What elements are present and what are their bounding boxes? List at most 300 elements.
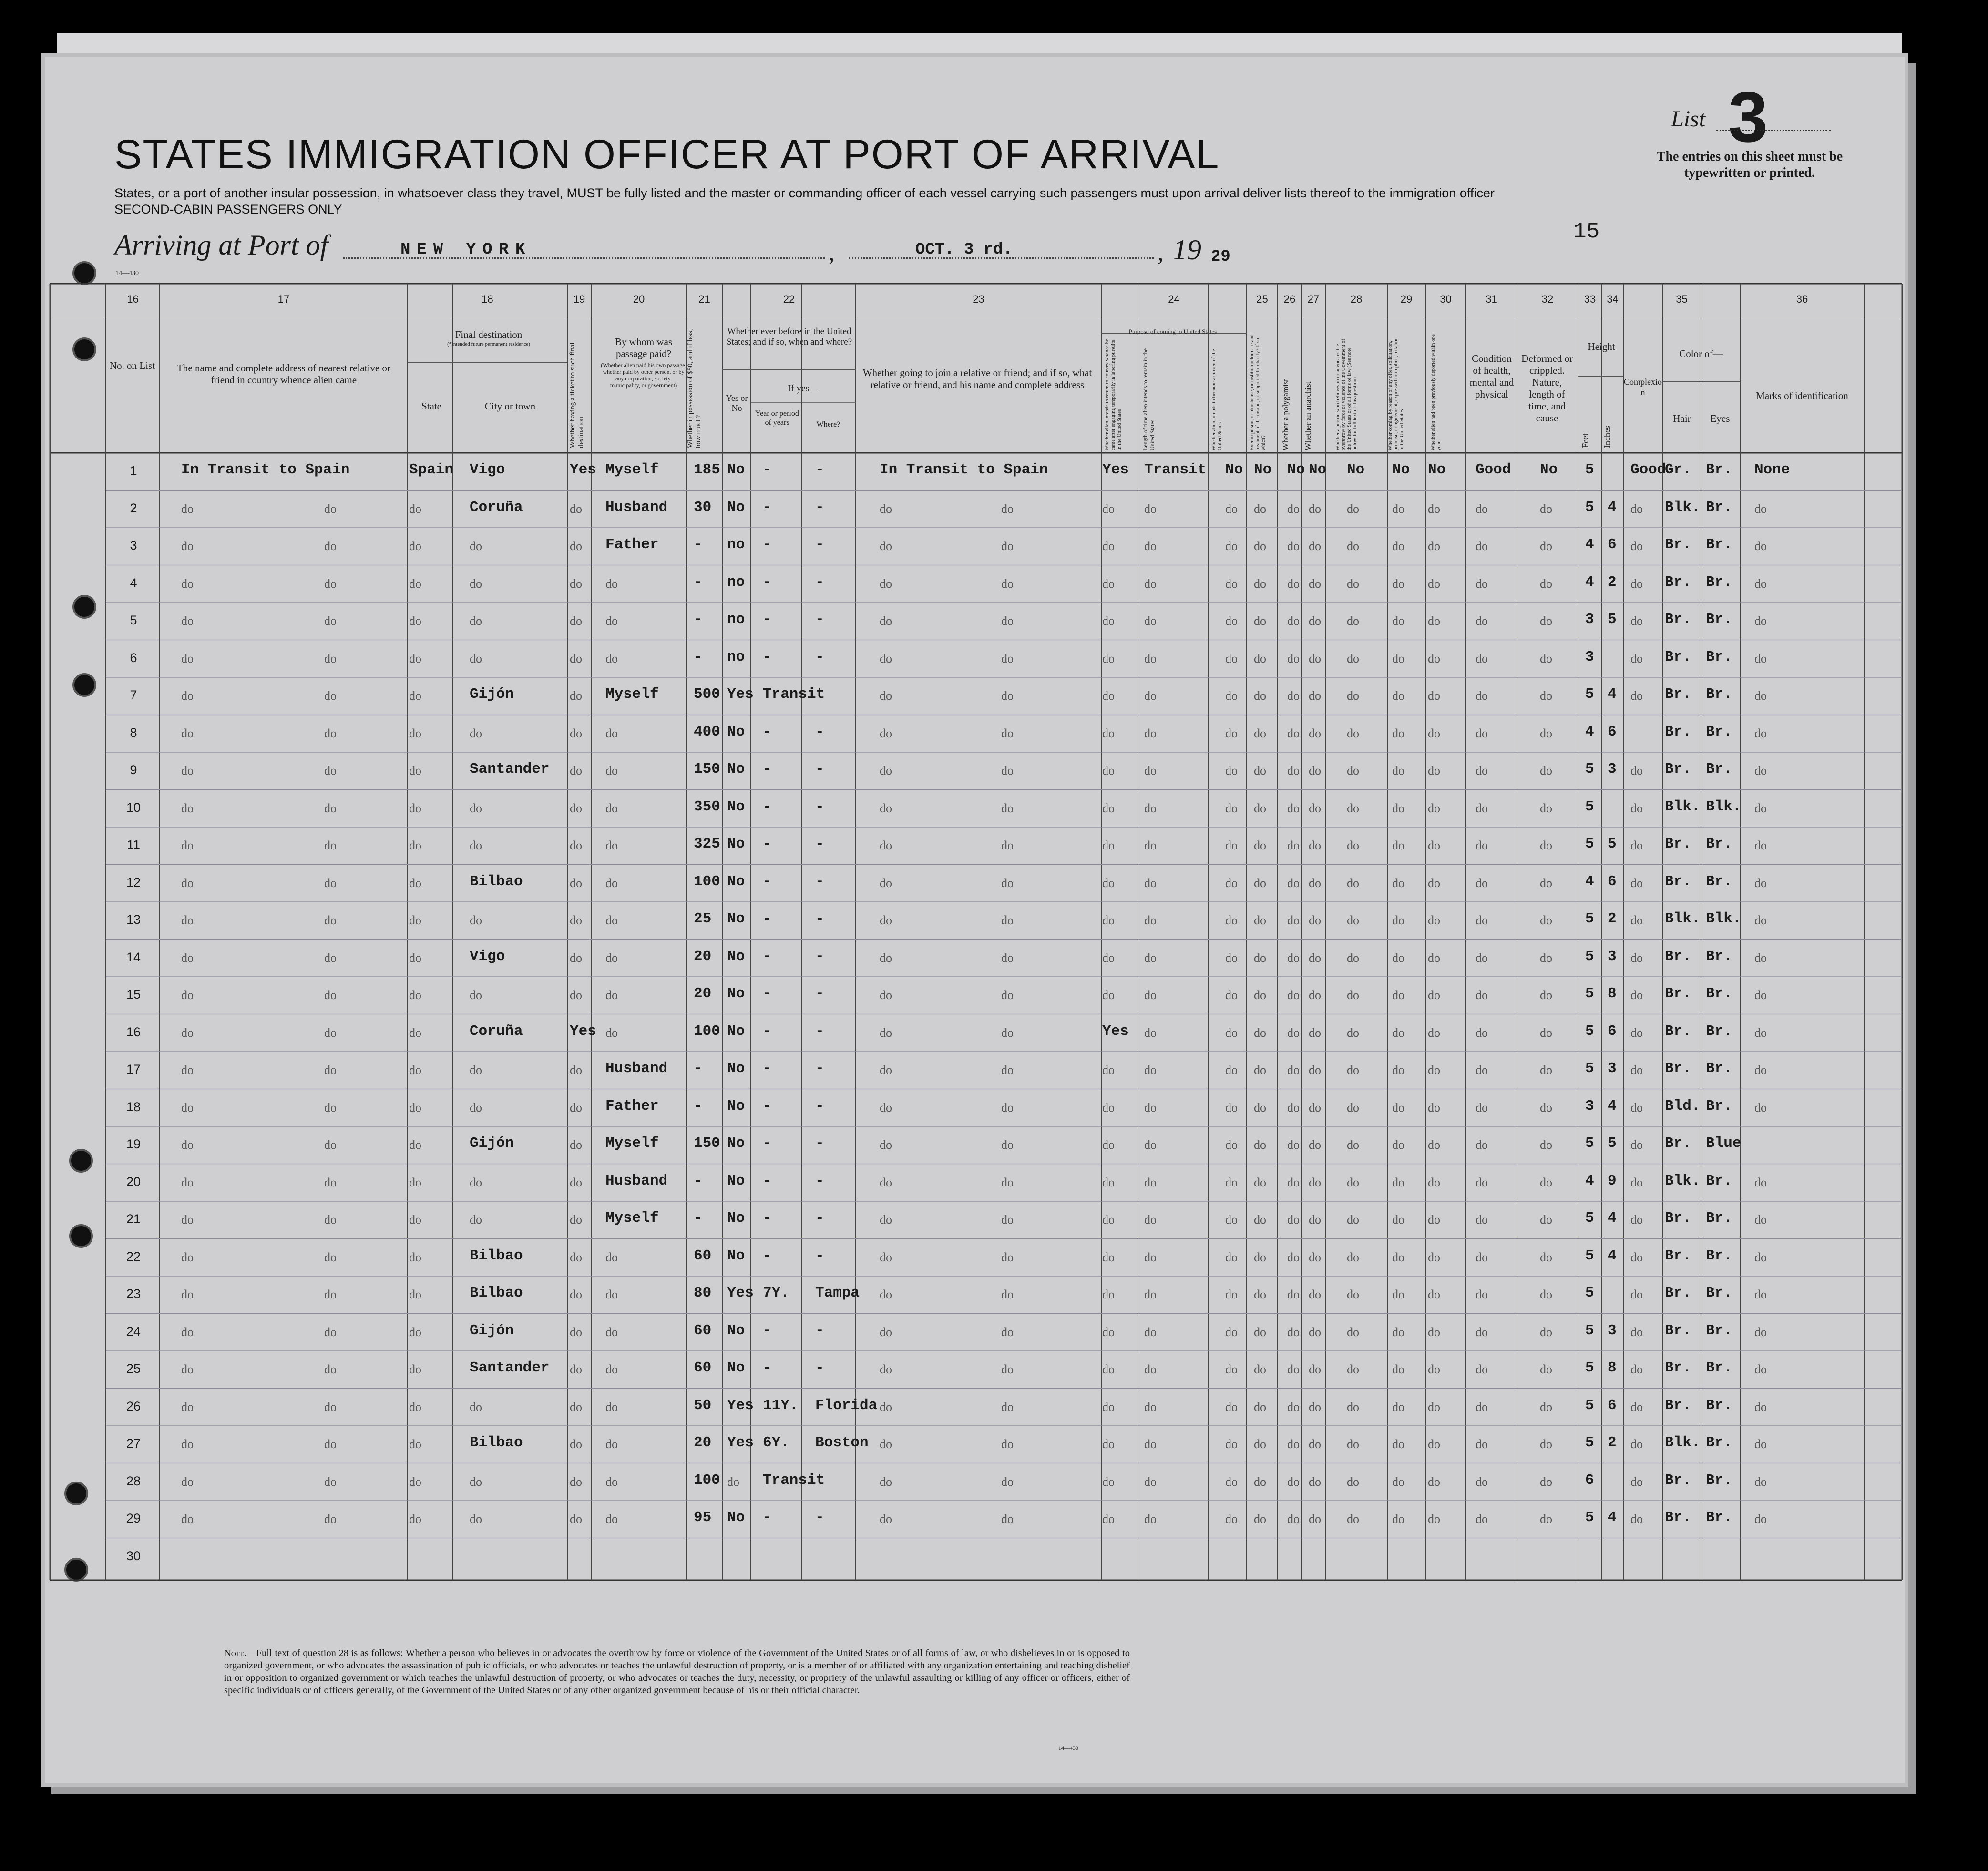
cell-before: No — [727, 910, 745, 927]
cell-comp: do — [1630, 1213, 1643, 1227]
cell-health: do — [1476, 1474, 1488, 1489]
column-number: 23 — [973, 293, 984, 305]
cell-join: do — [1001, 1063, 1014, 1077]
cell-money: 100 — [694, 1022, 720, 1040]
cell-rel: do — [324, 913, 337, 927]
cell-health: do — [1476, 764, 1488, 777]
cell-c25: do — [1254, 1325, 1266, 1339]
row-number: 12 — [126, 875, 141, 889]
cell-ft: 5 — [1585, 1060, 1594, 1077]
cell-join: do — [1001, 1288, 1014, 1301]
cell-c30: do — [1428, 1362, 1440, 1376]
cell-c27: do — [1309, 1474, 1321, 1489]
cell-state: do — [409, 1138, 421, 1152]
cell-where: - — [815, 948, 824, 965]
cell-c30: do — [1428, 764, 1440, 777]
cell-join: do — [1001, 913, 1014, 927]
cell-c29: do — [1392, 764, 1404, 777]
cell-eyes: Br. — [1706, 1322, 1732, 1339]
cell-c26: do — [1287, 1288, 1300, 1301]
cell-rel: do — [324, 764, 337, 777]
cell-ticket: do — [570, 801, 582, 815]
cell-ticket: do — [570, 1437, 582, 1451]
cell-rel: do — [181, 876, 194, 890]
cell-cit: do — [1225, 1512, 1238, 1526]
hdr-join-relative: Whether going to join a relative or friend; and if so, what relative or friend, and his name and complete address — [862, 367, 1092, 390]
cell-ft: 5 — [1585, 1285, 1594, 1301]
cell-cit: do — [1225, 1288, 1238, 1301]
cell-eyes: Br. — [1706, 499, 1732, 516]
cell-join: do — [1001, 1400, 1014, 1414]
cell-city: do — [470, 838, 482, 852]
cell-city: do — [470, 1063, 482, 1077]
cell-before: No — [727, 1360, 745, 1376]
cell-join: do — [1001, 689, 1014, 703]
cell-c25: do — [1254, 651, 1266, 665]
cell-eyes: Br. — [1706, 948, 1732, 965]
cell-marks: do — [1754, 1437, 1767, 1451]
cell-paid: do — [605, 726, 618, 740]
cell-marks: do — [1754, 501, 1767, 516]
cell-join: do — [880, 1325, 892, 1339]
cell-money: - — [694, 1172, 703, 1189]
cell-hair: Br. — [1665, 1360, 1691, 1376]
cell-before: No — [727, 985, 745, 1002]
cell-city: do — [470, 1512, 482, 1526]
column-number: 24 — [1168, 293, 1180, 305]
column-number: 19 — [573, 293, 585, 305]
hdr-final-destination-note: (*Intended future permanent residence) — [447, 341, 530, 347]
cell-health: do — [1476, 1288, 1488, 1301]
cell-c28: do — [1347, 1512, 1359, 1526]
cell-c25: do — [1254, 1138, 1266, 1152]
cell-hair: Br. — [1665, 1285, 1691, 1301]
footnote-label: Note. — [224, 1648, 247, 1658]
cell-ft: 5 — [1585, 1022, 1594, 1040]
cell-ft: 5 — [1585, 1247, 1594, 1264]
cell-city: Vigo — [470, 948, 505, 965]
cell-in: 9 — [1608, 1172, 1617, 1189]
year-suffix: 29 — [1211, 248, 1230, 266]
comma-separator: , — [1158, 239, 1164, 266]
hdr-purpose: Purpose of coming to United States — [1128, 328, 1217, 335]
cell-c29: do — [1392, 838, 1404, 852]
cell-ret: do — [1102, 689, 1115, 703]
cell-hair: Gr. — [1665, 461, 1691, 478]
hdr-if-yes: If yes— — [788, 383, 819, 394]
cell-ret: do — [1102, 539, 1115, 553]
cell-paid: Father — [605, 536, 659, 553]
cell-c26: do — [1287, 951, 1300, 965]
cell-c26: do — [1287, 1362, 1300, 1376]
cell-join: In Transit to Spain — [880, 461, 1048, 478]
cell-ft: 5 — [1585, 798, 1594, 815]
hdr-where: Where? — [816, 420, 840, 429]
cell-state: Spain — [409, 461, 454, 478]
cell-c25: do — [1254, 1250, 1266, 1264]
hdr-relative-address: The name and complete address of nearest relative or friend in country whence alien came — [177, 362, 390, 386]
cell-health: do — [1476, 913, 1488, 927]
cell-c25: do — [1254, 1474, 1266, 1489]
cell-join: do — [1001, 1138, 1014, 1152]
row-number: 6 — [130, 650, 137, 665]
cell-cit: do — [1225, 1362, 1238, 1376]
cell-c27: do — [1309, 689, 1321, 703]
cell-c26: No — [1287, 461, 1305, 478]
cell-deform: do — [1540, 1288, 1552, 1301]
cell-c29: do — [1392, 539, 1404, 553]
cell-join: do — [880, 689, 892, 703]
cell-join: do — [1001, 951, 1014, 965]
cell-join: do — [1001, 1250, 1014, 1264]
cell-join: do — [1001, 1100, 1014, 1114]
cell-ret: Yes — [1102, 1022, 1129, 1040]
cell-eyes: Br. — [1706, 461, 1732, 478]
cell-len: do — [1144, 1400, 1157, 1414]
row-number: 13 — [126, 912, 141, 927]
cell-paid: do — [605, 988, 618, 1002]
cell-money: 20 — [694, 985, 712, 1002]
cell-c27: do — [1309, 951, 1321, 965]
cell-deform: do — [1540, 1063, 1552, 1077]
cell-c25: No — [1254, 461, 1272, 478]
hdr-color-of: Color of— — [1679, 348, 1723, 359]
cell-year: - — [763, 1247, 772, 1264]
cell-money: 60 — [694, 1247, 712, 1264]
cell-health: Good — [1476, 461, 1511, 478]
cell-state: do — [409, 1063, 421, 1077]
column-number: 20 — [633, 293, 645, 305]
cell-c29: do — [1392, 1400, 1404, 1414]
hdr-intends-return: Whether alien intends to return to country whence he came after engaging temporarily in laboring pursuits in the United States — [1104, 339, 1122, 450]
cell-where: - — [815, 648, 824, 665]
cell-state: do — [409, 876, 421, 890]
cell-ret: do — [1102, 1437, 1115, 1451]
cell-c25: do — [1254, 951, 1266, 965]
cell-health: do — [1476, 539, 1488, 553]
cell-c30: No — [1428, 461, 1446, 478]
cell-state: do — [409, 1474, 421, 1489]
cell-where: - — [815, 461, 824, 478]
cell-city: Gijón — [470, 1322, 514, 1339]
cell-eyes: Br. — [1706, 1472, 1732, 1489]
cell-in: 6 — [1608, 536, 1617, 553]
cell-c25: do — [1254, 1362, 1266, 1376]
cell-join: do — [1001, 876, 1014, 890]
cell-in: 6 — [1608, 723, 1617, 740]
cell-cit: No — [1225, 461, 1243, 478]
row-number: 7 — [130, 688, 137, 702]
cell-c29: do — [1392, 576, 1404, 591]
cell-c25: do — [1254, 1025, 1266, 1040]
cell-marks: do — [1754, 576, 1767, 591]
cell-c27: do — [1309, 1250, 1321, 1264]
cell-c29: do — [1392, 913, 1404, 927]
cell-c26: do — [1287, 913, 1300, 927]
row-number: 23 — [126, 1287, 141, 1301]
cell-before: No — [727, 499, 745, 516]
hdr-height: Height — [1588, 341, 1615, 352]
cell-city: do — [470, 1400, 482, 1414]
cell-deform: do — [1540, 1437, 1552, 1451]
cell-c28: do — [1347, 651, 1359, 665]
cell-marks: do — [1754, 1400, 1767, 1414]
cell-c29: do — [1392, 1512, 1404, 1526]
list-label: List — [1671, 106, 1706, 132]
cell-cit: do — [1225, 1325, 1238, 1339]
cell-join: do — [1001, 726, 1014, 740]
cell-len: do — [1144, 501, 1157, 516]
cell-year: Transit — [763, 686, 825, 703]
cell-before: No — [727, 1097, 745, 1114]
cell-cit: do — [1225, 614, 1238, 628]
cell-c30: do — [1428, 1175, 1440, 1189]
cell-c26: do — [1287, 1100, 1300, 1114]
cell-paid: do — [605, 1325, 618, 1339]
cell-c25: do — [1254, 539, 1266, 553]
cell-cit: do — [1225, 1474, 1238, 1489]
cell-in: 3 — [1608, 1060, 1617, 1077]
cell-hair: Br. — [1665, 1135, 1691, 1152]
cell-marks: do — [1754, 1213, 1767, 1227]
form-number-top: 14—430 — [115, 270, 139, 277]
cell-marks: do — [1754, 539, 1767, 553]
cell-ret: do — [1102, 1175, 1115, 1189]
cell-c27: do — [1309, 913, 1321, 927]
cell-c30: do — [1428, 689, 1440, 703]
cell-rel: do — [324, 689, 337, 703]
cell-eyes: Br. — [1706, 1172, 1732, 1189]
cell-c30: do — [1428, 1025, 1440, 1040]
cell-c26: do — [1287, 501, 1300, 516]
cell-c27: do — [1309, 614, 1321, 628]
cell-health: do — [1476, 614, 1488, 628]
cell-before: No — [727, 948, 745, 965]
column-number: 35 — [1676, 293, 1688, 305]
cell-where: Tampa — [815, 1285, 860, 1301]
cell-money: 95 — [694, 1509, 712, 1526]
cell-join: do — [880, 1437, 892, 1451]
cell-ticket: do — [570, 689, 582, 703]
cell-rel: do — [324, 951, 337, 965]
cell-hair: Br. — [1665, 686, 1691, 703]
cell-ticket: do — [570, 726, 582, 740]
cell-ret: do — [1102, 1288, 1115, 1301]
cell-c30: do — [1428, 614, 1440, 628]
cell-where: - — [815, 836, 824, 852]
date-value: OCT. 3 rd. — [915, 241, 1013, 259]
cell-ret: do — [1102, 913, 1115, 927]
cell-health: do — [1476, 1213, 1488, 1227]
cell-comp: do — [1630, 1138, 1643, 1152]
cell-money: 20 — [694, 1434, 712, 1451]
cell-in: 6 — [1608, 1022, 1617, 1040]
cell-year: - — [763, 461, 772, 478]
cell-c28: do — [1347, 1063, 1359, 1077]
cell-deform: do — [1540, 988, 1552, 1002]
cell-rel: do — [181, 1063, 194, 1077]
cell-c30: do — [1428, 1400, 1440, 1414]
row-number: 2 — [130, 501, 137, 515]
cell-hair: Blk. — [1665, 798, 1701, 815]
cell-c27: do — [1309, 1063, 1321, 1077]
cell-rel: do — [324, 1138, 337, 1152]
cell-ft: 3 — [1585, 1097, 1594, 1114]
cell-c25: do — [1254, 689, 1266, 703]
cell-ticket: do — [570, 1362, 582, 1376]
cell-c29: do — [1392, 876, 1404, 890]
cell-ft: 5 — [1585, 686, 1594, 703]
cell-before: No — [727, 1210, 745, 1227]
cell-c28: do — [1347, 1362, 1359, 1376]
cell-city: do — [470, 1100, 482, 1114]
cell-paid: do — [605, 801, 618, 815]
cell-cit: do — [1225, 1437, 1238, 1451]
cell-before: No — [727, 1022, 745, 1040]
cell-paid: Myself — [605, 1135, 659, 1152]
column-number: 29 — [1400, 293, 1413, 305]
hdr-anarchist: Whether an anarchist — [1303, 381, 1312, 450]
cell-join: do — [880, 801, 892, 815]
column-number: 32 — [1541, 293, 1554, 305]
cell-deform: do — [1540, 689, 1552, 703]
hdr-passage-paid-note: (Whether alien paid his own passage, whether paid by other person, or by any corporation, society, municipality, or government) — [601, 362, 687, 389]
cell-c29: do — [1392, 726, 1404, 740]
cell-c28: do — [1347, 988, 1359, 1002]
cell-city: do — [470, 539, 482, 553]
hdr-final-destination-label: Final destination — [455, 329, 523, 340]
cell-join: do — [880, 726, 892, 740]
cell-year: - — [763, 1509, 772, 1526]
cell-len: do — [1144, 539, 1157, 553]
cell-rel: do — [181, 951, 194, 965]
cell-hair: Br. — [1665, 1060, 1691, 1077]
cell-eyes: Br. — [1706, 611, 1732, 628]
row-number: 22 — [126, 1249, 141, 1264]
cell-join: do — [1001, 1175, 1014, 1189]
cell-c26: do — [1287, 1512, 1300, 1526]
cell-before: no — [727, 648, 745, 665]
cell-state: do — [409, 1175, 421, 1189]
cell-marks: do — [1754, 764, 1767, 777]
cell-c30: do — [1428, 1512, 1440, 1526]
cell-in: 3 — [1608, 948, 1617, 965]
cell-rel: do — [181, 1437, 194, 1451]
cell-health: do — [1476, 1063, 1488, 1077]
cell-c29: do — [1392, 501, 1404, 516]
cell-ft: 5 — [1585, 836, 1594, 852]
cell-paid: Husband — [605, 1060, 668, 1077]
cell-c25: do — [1254, 726, 1266, 740]
cell-c28: No — [1347, 461, 1365, 478]
cell-cit: do — [1225, 951, 1238, 965]
cell-hair: Br. — [1665, 985, 1691, 1002]
cell-year: - — [763, 1022, 772, 1040]
cell-c29: do — [1392, 1474, 1404, 1489]
cell-deform: do — [1540, 764, 1552, 777]
cell-year: - — [763, 1172, 772, 1189]
cell-marks: do — [1754, 1325, 1767, 1339]
cell-join: do — [880, 1288, 892, 1301]
cell-where: - — [815, 536, 824, 553]
list-number: 3 — [1728, 77, 1768, 157]
column-number: 31 — [1486, 293, 1497, 305]
cell-health: do — [1476, 726, 1488, 740]
cell-ticket: do — [570, 913, 582, 927]
cell-c30: do — [1428, 1250, 1440, 1264]
cell-rel: do — [324, 1063, 337, 1077]
cell-where: - — [815, 723, 824, 740]
hdr-eyes: Eyes — [1710, 413, 1730, 424]
cell-join: do — [880, 951, 892, 965]
hdr-hair: Hair — [1673, 413, 1691, 424]
cell-c28: do — [1347, 1213, 1359, 1227]
cell-c30: do — [1428, 1100, 1440, 1114]
cell-paid: do — [605, 1437, 618, 1451]
cell-ft: 5 — [1585, 1509, 1594, 1526]
cell-eyes: Br. — [1706, 1397, 1732, 1414]
cell-len: do — [1144, 1213, 1157, 1227]
cell-ft: 4 — [1585, 573, 1594, 591]
cell-ret: do — [1102, 1138, 1115, 1152]
cell-city: do — [470, 1175, 482, 1189]
cell-ticket: do — [570, 539, 582, 553]
cell-year: - — [763, 836, 772, 852]
cell-c26: do — [1287, 1063, 1300, 1077]
cell-ft: 5 — [1585, 1135, 1594, 1152]
cell-cit: do — [1225, 576, 1238, 591]
page-number: 15 — [1573, 219, 1600, 244]
cell-c27: do — [1309, 539, 1321, 553]
cell-in: 6 — [1608, 1397, 1617, 1414]
cell-where: - — [815, 1322, 824, 1339]
cell-join: do — [880, 1138, 892, 1152]
cell-comp: do — [1630, 1288, 1643, 1301]
cell-hair: Br. — [1665, 648, 1691, 665]
cell-city: do — [470, 1474, 482, 1489]
cell-paid: do — [605, 1512, 618, 1526]
cell-c26: do — [1287, 689, 1300, 703]
cell-ft: 3 — [1585, 648, 1594, 665]
cell-c28: do — [1347, 576, 1359, 591]
column-number: 22 — [783, 293, 795, 305]
cell-paid: do — [605, 913, 618, 927]
cell-deform: do — [1540, 1400, 1552, 1414]
cell-c30: do — [1428, 1288, 1440, 1301]
cell-paid: do — [605, 1025, 618, 1040]
cell-marks: do — [1754, 1025, 1767, 1040]
cell-c29: do — [1392, 1138, 1404, 1152]
cell-health: do — [1476, 876, 1488, 890]
cell-in: 4 — [1608, 1210, 1617, 1227]
footnote — [224, 1647, 1130, 1697]
cell-c28: do — [1347, 951, 1359, 965]
cell-where: Boston — [815, 1434, 869, 1451]
cell-hair: Blk. — [1665, 499, 1701, 516]
cell-ft: 5 — [1585, 1397, 1594, 1414]
cell-ret: do — [1102, 1213, 1115, 1227]
cell-join: do — [1001, 651, 1014, 665]
column-number: 27 — [1307, 293, 1320, 305]
cell-eyes: Br. — [1706, 1060, 1732, 1077]
cell-money: 400 — [694, 723, 720, 740]
cell-c27: do — [1309, 1100, 1321, 1114]
cell-c30: do — [1428, 988, 1440, 1002]
cell-ticket: do — [570, 1512, 582, 1526]
cell-c25: do — [1254, 1400, 1266, 1414]
cell-cit: do — [1225, 838, 1238, 852]
cell-comp: do — [1630, 951, 1643, 965]
